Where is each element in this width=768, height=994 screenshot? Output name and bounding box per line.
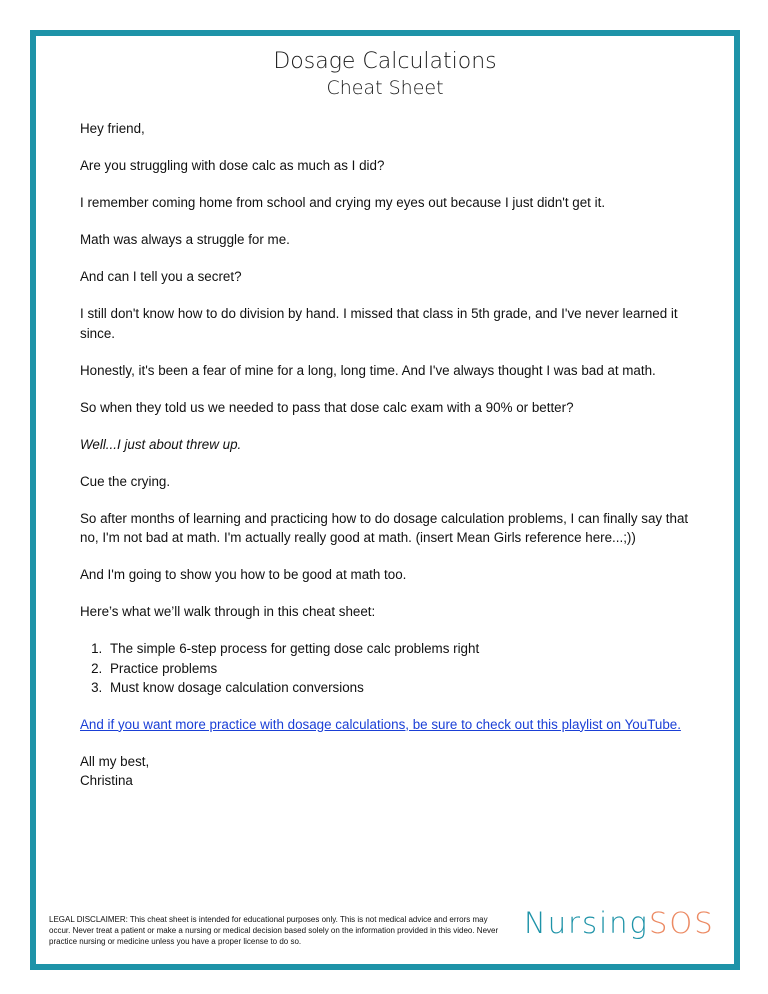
list-item: 3. Must know dosage calculation conversions [106,678,710,698]
signoff: All my best, [80,753,150,769]
logo-text-nursing: Nursing [524,906,649,940]
signature: Christina [80,773,133,788]
page-header [36,48,734,100]
nursingsos-logo [524,906,715,940]
paragraph: Math was always a struggle for me. [80,232,290,247]
letter-body [80,119,710,791]
paragraph: And I'm going to show you how to be good at math too. [80,567,407,582]
paragraph: Honestly, it's been a fear of mine for a long, long time. And I've always thought I was bad at math. [80,362,656,378]
italic-paragraph: Well...I just about threw up. [80,436,242,452]
list-item: 1. The simple 6-step process for getting dose calc problems right [106,639,710,659]
signoff-block [80,752,710,791]
greeting: Hey friend, [80,121,145,136]
contents-list [80,639,710,698]
paragraph: I remember coming home from school and crying my eyes out because I just didn't get it. [80,195,606,210]
list-item: 2. Practice problems [106,659,710,679]
paragraph: Are you struggling with dose calc as much as I did? [80,158,385,173]
paragraph: And can I tell you a secret? [80,269,242,284]
page-subtitle: Cheat Sheet [326,77,444,99]
logo-text-sos: SOS [648,906,715,940]
paragraph: So after months of learning and practicing how to do dosage calculation problems, I can finally say that no, I'm not bad at math. I'm actually really good at math. (insert Mean Girls reference here...;)) [80,510,689,545]
legal-disclaimer: LEGAL DISCLAIMER: This cheat sheet is intended for educational purposes only. This is not medical advice and errors may occur. Never treat a patient or make a nursing or medical decision based solely on the information provided in this video. Never practice nursing or medicine unless you have a proper license to do so. [49,915,499,946]
paragraph: So when they told us we needed to pass that dose calc exam with a 90% or better? [80,399,574,415]
paragraph: I still don't know how to do division by hand. I missed that class in 5th grade, and I've never learned it since. [80,306,678,341]
youtube-playlist-link[interactable]: And if you want more practice with dosage calculations, be sure to check out this playlist on YouTube. [80,716,681,732]
page-title: Dosage Calculations [273,49,497,74]
paragraph: Here’s what we’ll walk through in this cheat sheet: [80,604,376,619]
page-frame [30,30,740,970]
paragraph: Cue the crying. [80,473,171,489]
